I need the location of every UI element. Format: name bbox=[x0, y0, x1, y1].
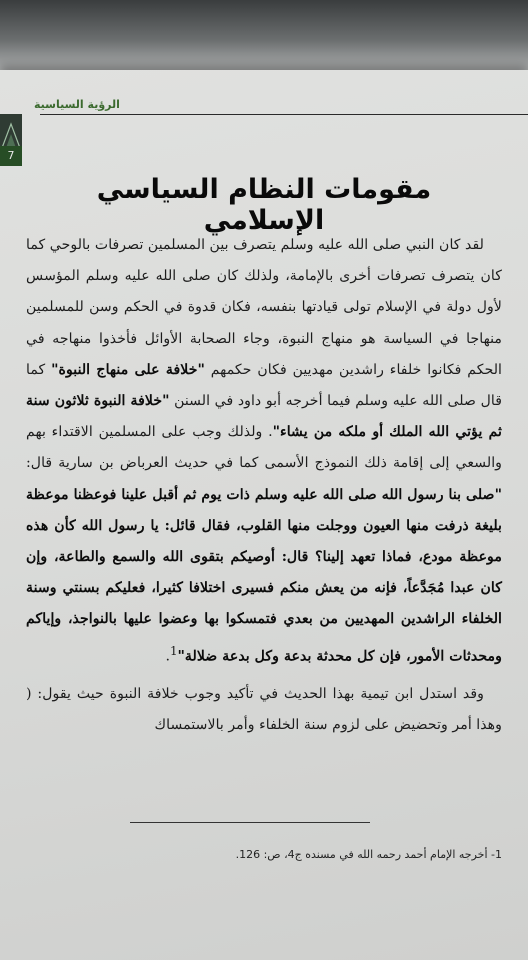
footnote-rule bbox=[130, 822, 370, 823]
footnote-reference: 1 bbox=[169, 643, 178, 658]
text-run: . bbox=[165, 648, 170, 665]
footnote: 1- أخرجه الإمام أحمد رحمه الله في مسنده ج4، ص: 126. bbox=[235, 848, 502, 861]
quote-caliphate: "خلافة على منهاج النبوة" bbox=[51, 361, 205, 378]
quote-abu-dawud: "خلافة النبوة ثلاثون سنة ثم يؤتي الله الملك أو ملكه من يشاء" bbox=[26, 393, 502, 441]
paragraph-2: وقد استدل ابن تيمية بهذا الحديث في تأكيد وجوب خلافة النبوة حيث يقول: ( وهذا أمر وتحضيض على لزوم سنة الخلفاء وأمر بالاستمساك bbox=[26, 685, 502, 733]
page-number: 7 bbox=[0, 146, 22, 166]
text-run: كما قال صلى الله عليه وسلم فيما أخرجه أبو داود في السنن bbox=[26, 361, 502, 410]
text-run: . ولذلك وجب على المسلمين الاقتداء بهم والسعي إلى إقامة ذلك النموذج الأسمى كما في حديث العرباض بن سارية قال: bbox=[26, 424, 502, 472]
running-header: الرؤية السياسية bbox=[34, 98, 120, 111]
book-page bbox=[0, 70, 528, 960]
header-rule bbox=[40, 114, 528, 115]
quote-irbad-hadith: "صلى بنا رسول الله صلى الله عليه وسلم ذات يوم ثم أقبل علينا فوعظنا موعظة بليغة ذرفت منها العيون ووجلت منها القلوب، فقال قائل: يا رسول الله كأن هذه موعظة مودع، فماذا تعهد إلينا؟ قال: أوصيكم بتقوى الله والسمع والطاعة، وإن كان عبدا مُجَدَّعاً، فإنه من يعش منكم فسيرى اختلافا كثيرا، فعليكم بسنتي وسنة الخلفاء الراشدين المهديين من بعدي فتمسكوا بها وعضوا عليها بالنواجذ، وإياكم ومحدثات الأمور، فإن كل محدثة بدعة وكل بدعة ضلالة" bbox=[26, 486, 502, 665]
text-run: لقد كان النبي صلى الله عليه وسلم يتصرف بين المسلمين تصرفات بالوحي كما كان يتصرف تصرفات أخرى بالإمامة، ولذلك كان صلى الله عليه وسلم المؤسس لأول دولة في الإسلام تولى قيادتها بنفسه، فكان قدوة في الحكم وسن للمسلمين منهاجا في السياسة هو منهاج النبوة، وجاء الصحابة الأوائل فأخذوا منهاجه في الحكم فكانوا خلفاء راشدين مهديين فكان حكمهم bbox=[26, 237, 502, 378]
paragraph-1 bbox=[26, 230, 502, 673]
chapter-title: مقومات النظام السياسي الإسلامي bbox=[96, 174, 432, 236]
body-text bbox=[26, 230, 502, 741]
